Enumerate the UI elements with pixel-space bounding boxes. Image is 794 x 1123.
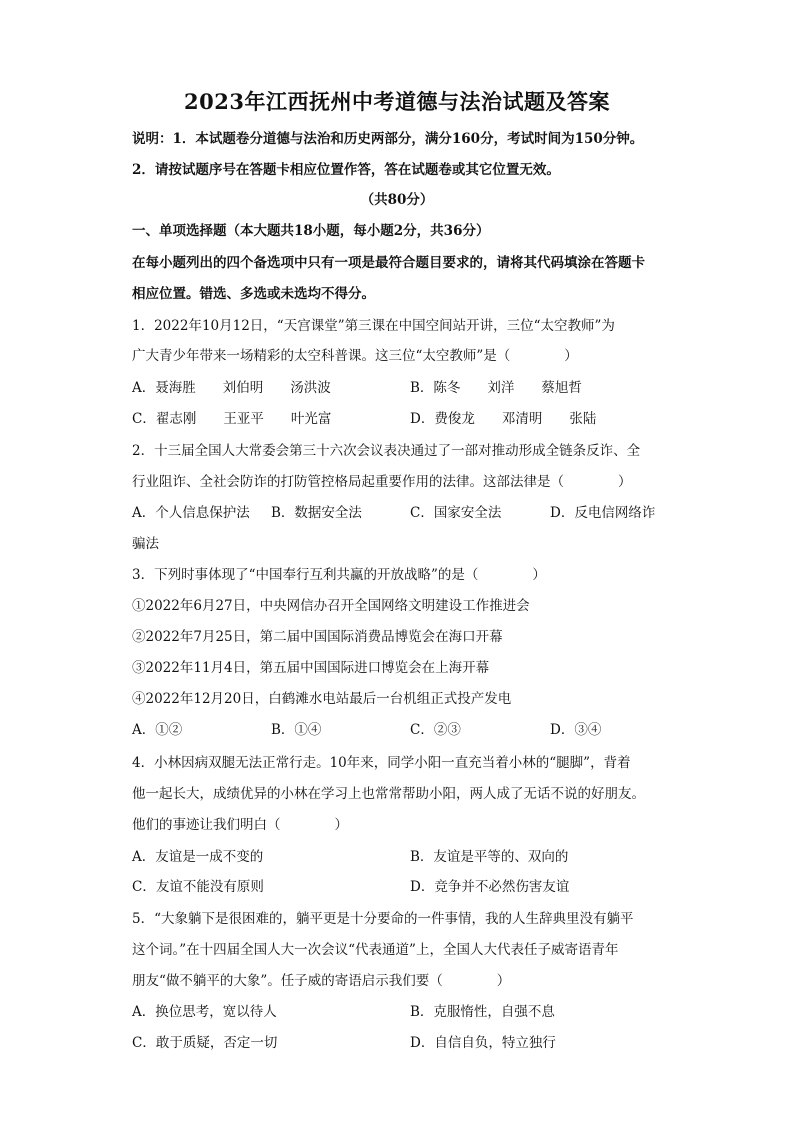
q4-option-d: D．竞争并不必然伤害友谊: [410, 879, 570, 895]
q3-option-b: B．①④: [271, 722, 322, 738]
section-instructions-1: 在每小题列出的四个备选项中只有一项是最符合题目要求的，请将其代码填涂在答题卡: [132, 255, 645, 271]
q1-option-a: A．聂海胜 刘伯明 汤洪波: [132, 380, 331, 396]
q1-option-b: B．陈冬 刘洋 蔡旭哲: [410, 380, 582, 396]
q3-option-a: A．①②: [132, 722, 183, 738]
q4-option-a: A．友谊是一成不变的: [132, 849, 264, 865]
q4-stem-3: 他们的事迹让我们明白（ ）: [132, 817, 348, 833]
q5-stem-2: 这个词。”在十四届全国人大一次会议“代表通道”上，全国人大代表任子威寄语青年: [132, 942, 619, 958]
q2-option-b: B．数据安全法: [271, 505, 362, 521]
q1-stem-1: 1．2022年10月12日，“天宫课堂”第三课在中国空间站开讲，三位“太空教师”为: [132, 318, 615, 334]
q2-stem-1: 2．十三届全国人大常委会第三十六次会议表决通过了一部对推动形成全链条反诈、全: [132, 443, 641, 459]
q2-stem-2: 行业阻诈、全社会防诈的打防管控格局起重要作用的法律。这部法律是（ ）: [132, 474, 632, 490]
q3-option-c: C．②③: [410, 722, 461, 738]
q1-option-d: D．费俊龙 邓清明 张陆: [410, 411, 597, 427]
q4-stem-1: 4．小林因病双腿无法正常行走。10年来，同学小阳一直充当着小林的“腿脚”，背着: [132, 755, 631, 771]
q5-option-b: B．克服惰性，自强不息: [410, 1004, 555, 1020]
note-1: 说明：1．本试题卷分道德与法治和历史两部分，满分160分，考试时间为150分钟。: [132, 131, 644, 147]
q2-option-d-continuation: 骗法: [132, 536, 159, 552]
q3-item-3: ③2022年11月4日，第五届中国国际进口博览会在上海开幕: [132, 660, 490, 676]
q5-option-a: A．换位思考，宽以待人: [132, 1004, 277, 1020]
q5-stem-3: 朋友“做不躺平的大象”。任子威的寄语启示我们要（ ）: [132, 973, 511, 989]
q4-option-b: B．友谊是平等的、双向的: [410, 849, 569, 865]
q1-option-c: C．翟志刚 王亚平 叶光富: [132, 411, 332, 427]
q3-item-4: ④2022年12月20日，白鹤滩水电站最后一台机组正式投产发电: [132, 691, 512, 707]
q3-stem: 3．下列时事体现了“中国奉行互利共赢的开放战略”的是（ ）: [132, 567, 546, 583]
q3-option-d: D．③④: [550, 722, 602, 738]
score-heading: （共80分）: [360, 192, 434, 208]
section-heading: 一、单项选择题（本大题共18小题，每小题2分，共36分）: [132, 223, 490, 239]
note-2: 2．请按试题序号在答题卡相应位置作答，答在试题卷或其它位置无效。: [132, 162, 560, 178]
q5-option-c: C．敢于质疑，否定一切: [132, 1035, 278, 1051]
q1-stem-2: 广大青少年带来一场精彩的太空科普课。这三位“太空教师”是（ ）: [132, 348, 578, 364]
q2-option-d: D．反电信网络诈: [550, 505, 656, 521]
section-instructions-2: 相应位置。错选、多选或未选均不得分。: [132, 286, 375, 302]
page-title: 2023年江西抚州中考道德与法治试题及答案: [184, 89, 610, 114]
q5-stem-1: 5．“大象躺下是很困难的，躺平更是十分要命的一件事情，我的人生辞典里没有躺平: [132, 911, 634, 927]
q2-option-c: C．国家安全法: [410, 505, 502, 521]
q4-stem-2: 他一起长大，成绩优异的小林在学习上也常常帮助小阳，两人成了无话不说的好朋友。: [132, 786, 645, 802]
q3-item-1: ①2022年6月27日，中央网信办召开全国网络文明建设工作推进会: [132, 598, 530, 614]
q3-item-2: ②2022年7月25日，第二届中国国际消费品博览会在海口开幕: [132, 629, 503, 645]
q2-option-a: A．个人信息保护法: [132, 505, 250, 521]
q5-option-d: D．自信自负，特立独行: [410, 1035, 556, 1051]
q4-option-c: C．友谊不能没有原则: [132, 879, 264, 895]
